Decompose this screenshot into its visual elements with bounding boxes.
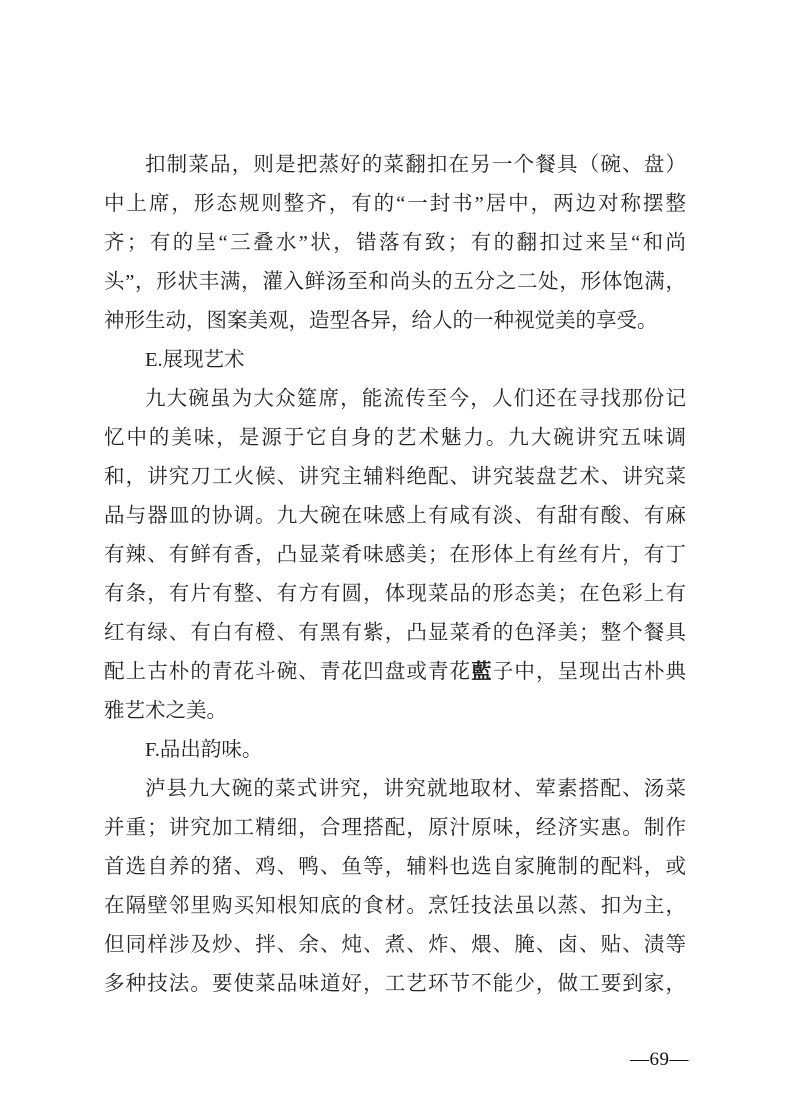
text-line xyxy=(104,731,686,770)
text-line xyxy=(104,458,686,497)
document-body-text xyxy=(104,146,686,1004)
text-line xyxy=(104,341,686,380)
text-line xyxy=(104,146,686,185)
text-segment: 有条，有片有整、有方有圆，体现菜品的形态美；在色彩上有 xyxy=(104,583,686,605)
paragraph-luxian-jiudawan xyxy=(104,770,686,1004)
text-line xyxy=(104,380,686,419)
text-line xyxy=(104,965,686,1004)
text-segment: 有辣、有鲜有香，凸显菜肴味感美；在形体上有丝有片，有丁 xyxy=(104,544,686,566)
text-segment: 齐；有的呈“三叠水”状，错落有致；有的翻扣过来呈“和尚 xyxy=(104,232,686,254)
text-line xyxy=(104,497,686,536)
text-segment: 九大碗虽为大众筵席，能流传至今，人们还在寻找那份记 xyxy=(145,388,686,410)
text-segment: 神形生动，图案美观，造型各异，给人的一种视觉美的享受。 xyxy=(104,310,658,332)
heading-f-pinchu-yunwei xyxy=(104,731,686,770)
text-segment: 忆中的美味，是源于它自身的艺术魅力。九大碗讲究五味调 xyxy=(104,427,686,449)
text-segment: 和，讲究刀工火候、讲究主辅料绝配、讲究装盘艺术、讲究菜 xyxy=(104,466,686,488)
dense-glyph: 藍 xyxy=(471,661,493,683)
text-line xyxy=(104,653,686,692)
paragraph-jiudawan-yishu xyxy=(104,380,686,731)
paragraph-kouzhi-caipin xyxy=(104,146,686,341)
text-segment: 在隔壁邻里购买知根知底的食材。烹饪技法虽以蒸、扣为主， xyxy=(104,895,686,917)
text-line xyxy=(104,185,686,224)
text-segment: 首选自养的猪、鸡、鸭、鱼等，辅料也选自家腌制的配料，或 xyxy=(104,856,686,878)
text-segment: 泸县九大碗的菜式讲究，讲究就地取材、荤素搭配、汤菜 xyxy=(145,778,686,800)
text-line xyxy=(104,926,686,965)
text-segment: 但同样涉及炒、拌、余、炖、煮、炸、煨、腌、卤、贴、渍等 xyxy=(104,934,686,956)
text-segment: 中上席，形态规则整齐，有的“一封书”居中，两边对称摆整 xyxy=(104,193,686,215)
text-segment: 品与器皿的协调。九大碗在味感上有咸有淡、有甜有酸、有麻 xyxy=(104,505,686,527)
text-segment: 并重；讲究加工精细，合理搭配，原汁原味，经济实惠。制作 xyxy=(104,817,686,839)
text-line xyxy=(104,263,686,302)
text-line xyxy=(104,887,686,926)
text-line xyxy=(104,302,686,341)
page-number: —69— xyxy=(630,1049,689,1070)
text-segment: 头”，形状丰满，灌入鲜汤至和尚头的五分之二处，形体饱满， xyxy=(104,271,686,293)
text-line xyxy=(104,692,686,731)
text-line xyxy=(104,575,686,614)
text-segment: 多种技法。要使菜品味道好，工艺环节不能少，做工要到家， xyxy=(104,973,686,995)
text-line xyxy=(104,614,686,653)
text-segment: 配上古朴的青花斗碗、青花凹盘或青花 xyxy=(104,661,472,683)
text-line xyxy=(104,809,686,848)
text-segment: 雅艺术之美。 xyxy=(104,700,227,722)
text-line xyxy=(104,770,686,809)
text-line xyxy=(104,419,686,458)
text-line xyxy=(104,536,686,575)
text-segment: 子中，呈现出古朴典 xyxy=(492,661,687,683)
text-segment: 红有绿、有白有橙、有黑有紫，凸显菜肴的色泽美；整个餐具 xyxy=(104,622,686,644)
text-line xyxy=(104,848,686,887)
text-line xyxy=(104,224,686,263)
text-segment: 扣制菜品，则是把蒸好的菜翻扣在另一个餐具（碗、盘） xyxy=(145,154,686,176)
heading-e-zhanxian-yishu xyxy=(104,341,686,380)
text-segment: F.品出韵味。 xyxy=(145,739,263,761)
text-segment: E.展现艺术 xyxy=(145,349,245,371)
